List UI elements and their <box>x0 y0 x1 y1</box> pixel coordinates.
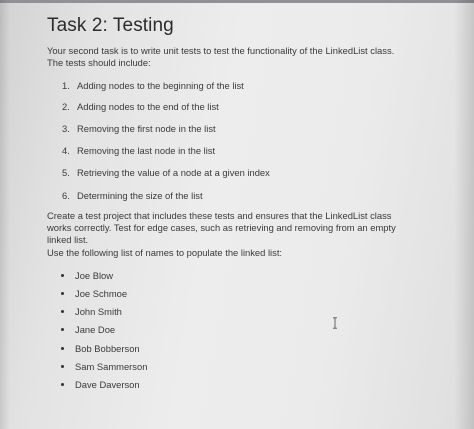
bullet-icon <box>61 274 64 277</box>
list-item-text: Removing the first node in the list <box>77 123 216 134</box>
right-shadow <box>454 0 474 429</box>
list-item-text: Adding nodes to the end of the list <box>77 101 219 112</box>
name-text: Bob Bobberson <box>75 343 140 354</box>
list-item-text: Adding nodes to the beginning of the list <box>77 80 244 91</box>
bullet-icon <box>61 383 64 386</box>
bullet-icon <box>61 310 64 313</box>
list-item-number: 1. <box>62 80 70 91</box>
bullet-icon <box>61 328 64 331</box>
name-text: John Smith <box>75 306 122 317</box>
left-shadow <box>0 0 10 429</box>
names-intro-paragraph: Use the following list of names to populate the linked list: <box>47 247 283 258</box>
name-text: Sam Sammerson <box>75 361 148 372</box>
top-border <box>0 0 474 3</box>
name-text: Jane Doe <box>75 324 116 335</box>
bullet-icon <box>61 292 64 295</box>
list-item-number: 3. <box>62 123 70 134</box>
list-item-text: Determining the size of the list <box>77 190 203 201</box>
list-item-number: 6. <box>62 190 70 201</box>
list-item-text: Retrieving the value of a node at a given index <box>77 167 270 178</box>
name-text: Joe Schmoe <box>75 288 128 299</box>
list-item-number: 5. <box>62 167 70 178</box>
list-item-text: Removing the last node in the list <box>77 145 216 156</box>
name-text: Dave Daverson <box>75 379 140 390</box>
list-item-number: 4. <box>62 145 70 156</box>
bullet-icon <box>61 347 64 350</box>
bullet-icon <box>61 365 64 368</box>
list-item-number: 2. <box>62 101 70 112</box>
text-cursor-icon <box>332 317 338 329</box>
project-paragraph: Create a test project that includes these tests and ensures that the LinkedList class works correctly. Test for edge cases, such as retrieving and removing from an empty linked list. <box>47 210 396 245</box>
intro-paragraph: Your second task is to write unit tests to test the functionality of the LinkedList class. The tests should include: <box>47 45 395 68</box>
name-text: Joe Blow <box>75 270 114 281</box>
page-title: Task 2: Testing <box>47 15 174 36</box>
